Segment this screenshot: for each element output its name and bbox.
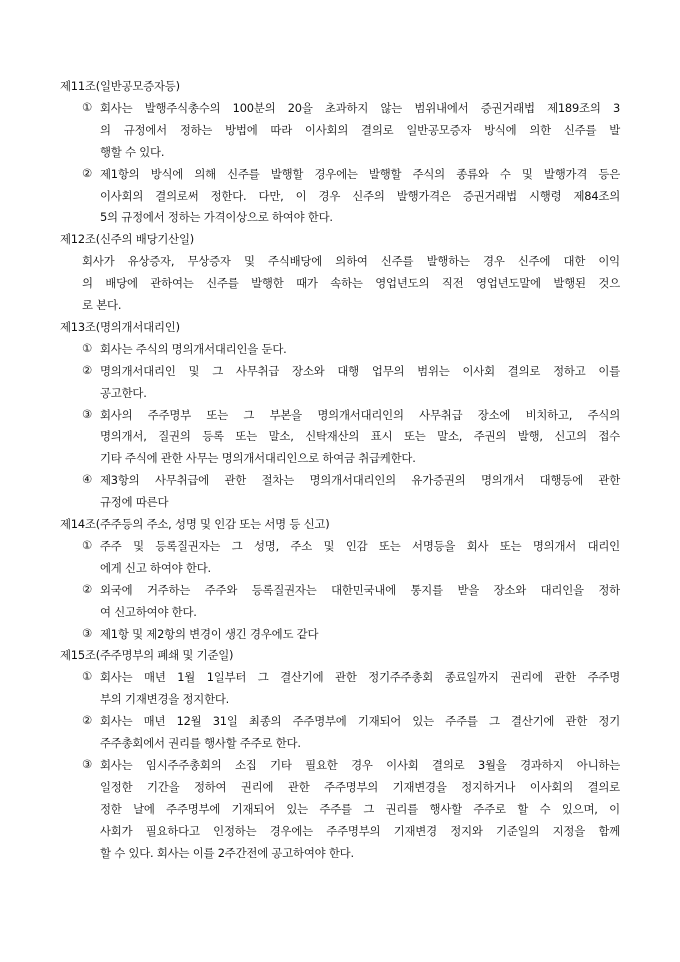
paragraph-line: 5의 규정에서 정하는 가격이상으로 하여야 한다. bbox=[100, 210, 333, 225]
paragraph-line: 제1항 및 제2항의 변경이 생긴 경우에도 같다 bbox=[100, 626, 319, 641]
item-number-mark: ② bbox=[82, 165, 93, 180]
article-heading: 제13조(명의개서대리인) bbox=[60, 319, 180, 334]
item-number-mark: ② bbox=[82, 713, 93, 728]
article-heading: 제12조(신주의 배당기산일) bbox=[60, 232, 195, 247]
paragraph-line: 제1항의 방식에 의해 신주를 발행할 경우에는 발행할 주식의 종류와 수 및 발행가격 등은 bbox=[100, 166, 620, 181]
item-number-mark: ③ bbox=[82, 406, 93, 421]
paragraph-line: 정한 날에 주주명부에 기재되어 있는 주주를 그 권리를 행사할 주주로 할 수 있으며, 이 bbox=[100, 801, 620, 816]
paragraph-line: 주주 및 등록질권자는 그 성명, 주소 및 인감 또는 서명등을 회사 또는 명의개서 대리인 bbox=[100, 538, 620, 553]
paragraph-line: 회사는 매년 1월 1일부터 그 결산기에 관한 정기주주총회 종료일까지 권리에 관한 주주명 bbox=[100, 670, 620, 685]
item-number-mark: ① bbox=[82, 537, 93, 552]
paragraph-line: 회사의 주주명부 또는 그 부본을 명의개서대리인의 사무취급 장소에 비치하고, 주식의 bbox=[100, 407, 620, 422]
article-heading: 제15조(주주명부의 폐쇄 및 기준일) bbox=[60, 648, 234, 663]
paragraph-line: 할 수 있다. 회사는 이를 2주간전에 공고하여야 한다. bbox=[100, 845, 354, 860]
paragraph-line: 의 배당에 관하여는 신주를 발행한 때가 속하는 영업년도의 직전 영업년도말에 발행된 것으 bbox=[82, 276, 620, 291]
paragraph-line: 주주총회에서 권리를 행사할 주주로 한다. bbox=[100, 736, 301, 750]
paragraph-line: 명의개서대리인 및 그 사무취급 장소와 대행 업무의 범위는 이사회 결의로 정하고 이를 bbox=[100, 363, 620, 378]
paragraph-line: 회사는 매년 12월 31일 최종의 주주명부에 기재되어 있는 주주를 그 결산기에 관한 정기 bbox=[100, 714, 620, 729]
item-number-mark: ④ bbox=[82, 472, 93, 487]
paragraph-line: 명의개서, 질권의 등록 또는 말소, 신탁재산의 표시 또는 말소, 주권의 발행, 신고의 접수 bbox=[100, 429, 620, 444]
item-number-mark: ① bbox=[82, 669, 93, 684]
paragraph-line: 기타 주식에 관한 사무는 명의개서대리인으로 하여금 취급케한다. bbox=[100, 451, 416, 466]
paragraph-line: 여 신고하여야 한다. bbox=[100, 604, 197, 619]
article-heading: 제14조(주주등의 주소, 성명 및 인감 또는 서명 등 신고) bbox=[60, 517, 330, 531]
paragraph-line: 이사회의 결의로써 정한다. 다만, 이 경우 신주의 발행가격은 증권거래법 시행령 제84조의 bbox=[100, 188, 620, 203]
paragraph-line: 공고한다. bbox=[100, 385, 147, 400]
item-number-mark: ③ bbox=[82, 625, 93, 640]
item-number-mark: ① bbox=[82, 340, 93, 355]
paragraph-line: 일정한 기간을 정하여 권리에 관한 주주명부의 기재변경을 정지하거나 이사회의 결의로 bbox=[100, 779, 620, 794]
paragraph-line: 제3항의 사무취급에 관한 절차는 명의개서대리인의 유가증권의 명의개서 대행등에 관한 bbox=[100, 473, 620, 488]
article-heading: 제11조(일반공모증자등) bbox=[60, 79, 180, 93]
paragraph-line: 규정에 따른다 bbox=[100, 495, 169, 510]
paragraph-line: 로 본다. bbox=[82, 298, 122, 312]
item-number-mark: ① bbox=[82, 99, 93, 114]
paragraph-line: 회사가 유상증자, 무상증자 및 주식배당에 의하여 신주를 발행하는 경우 신주에 대한 이익 bbox=[82, 254, 620, 269]
paragraph-line: 행할 수 있다. bbox=[100, 144, 165, 159]
paragraph-line: 회사는 주식의 명의개서대리인을 둔다. bbox=[100, 341, 287, 356]
paragraph-line: 에게 신고 하여야 한다. bbox=[100, 560, 211, 575]
paragraph-line: 회사는 발행주식총수의 100분의 20을 초과하지 않는 범위내에서 증권거래법 제189조의 3 bbox=[100, 100, 620, 115]
item-number-mark: ② bbox=[82, 581, 93, 596]
paragraph-line: 사회가 필요하다고 인정하는 경우에는 주주명부의 기재변경 정지와 기준일의 지정을 함께 bbox=[100, 823, 620, 838]
paragraph-line: 부의 기재변경을 정지한다. bbox=[100, 692, 230, 707]
paragraph-line: 외국에 거주하는 주주와 등록질권자는 대한민국내에 통지를 받을 장소와 대리인을 정하 bbox=[100, 582, 620, 597]
item-number-mark: ③ bbox=[82, 756, 93, 771]
item-number-mark: ② bbox=[82, 362, 93, 377]
paragraph-line: 회사는 임시주주총회의 소집 기타 필요한 경우 이사회 결의로 3월을 경과하지 아니하는 bbox=[100, 757, 620, 772]
paragraph-line: 의 규정에서 정하는 방법에 따라 이사회의 결의로 일반공모증자 방식에 의한 신주를 발 bbox=[100, 122, 620, 137]
